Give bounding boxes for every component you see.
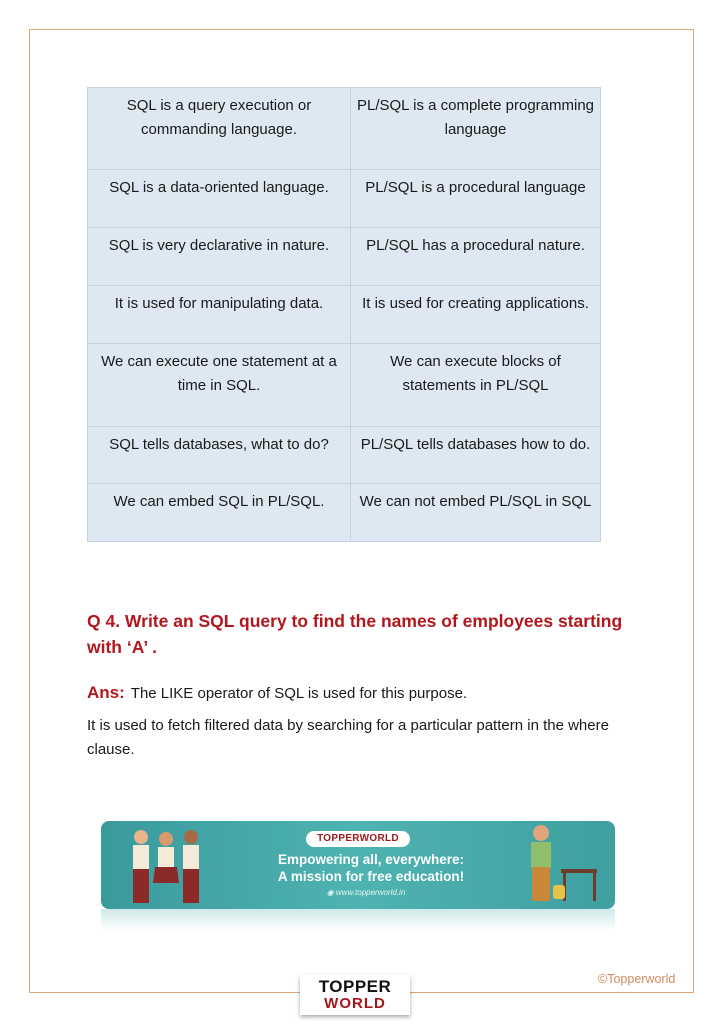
topperworld-logo (300, 975, 410, 1015)
table-row (88, 286, 601, 344)
banner-reflection (101, 909, 615, 931)
sql-cell: SQL is a data-oriented language. (88, 170, 351, 228)
plsql-cell: PL/SQL tells databases how to do. (351, 427, 601, 484)
logo-top: TOPPER (318, 977, 392, 996)
sql-cell: SQL is a query execution or commanding language. (88, 88, 351, 170)
table-row (88, 344, 601, 427)
sql-cell: It is used for manipulating data. (88, 286, 351, 344)
plsql-cell: We can not embed PL/SQL in SQL (351, 484, 601, 542)
answer-label: Ans: (87, 683, 125, 702)
brand-pill: TOPPERWORLD (306, 831, 410, 847)
answer-text: The LIKE operator of SQL is used for this purpose. (130, 685, 468, 702)
table-row (88, 170, 601, 228)
table-row (88, 88, 601, 170)
logo-bottom: WORLD (324, 995, 386, 1012)
banner-tagline (221, 851, 521, 885)
plsql-cell: PL/SQL is a procedural language (351, 170, 601, 228)
tagline-line-2: A mission for free education! (277, 869, 465, 884)
banner-url[interactable]: ◉ www.topperworld.in (326, 888, 406, 897)
url-text: www.topperworld.in (335, 888, 406, 897)
teacher-illustration (501, 821, 601, 905)
table-row (88, 427, 601, 484)
table-row (88, 484, 601, 542)
plsql-cell: We can execute blocks of statements in PL/SQL (351, 344, 601, 427)
plsql-cell: PL/SQL has a procedural nature. (351, 228, 601, 286)
tagline-line-1: Empowering all, everywhere: (277, 852, 465, 867)
promo-banner[interactable] (101, 821, 615, 909)
answer-line (87, 682, 627, 705)
students-illustration (121, 825, 211, 905)
sql-cell: SQL tells databases, what to do? (88, 427, 351, 484)
sql-cell: SQL is very declarative in nature. (88, 228, 351, 286)
copyright-text: ©Topperworld (598, 972, 676, 986)
sql-cell: We can embed SQL in PL/SQL. (88, 484, 351, 542)
sql-cell: We can execute one statement at a time in SQL. (88, 344, 351, 427)
comparison-table (87, 87, 601, 542)
plsql-cell: It is used for creating applications. (351, 286, 601, 344)
question-heading: Q 4. Write an SQL query to find the names of employees starting with ‘A’ . (87, 611, 623, 657)
plsql-cell: PL/SQL is a complete programming language (351, 88, 601, 170)
table-row (88, 228, 601, 286)
answer-paragraph: It is used to fetch filtered data by searching for a particular pattern in the where clause. (87, 717, 609, 758)
